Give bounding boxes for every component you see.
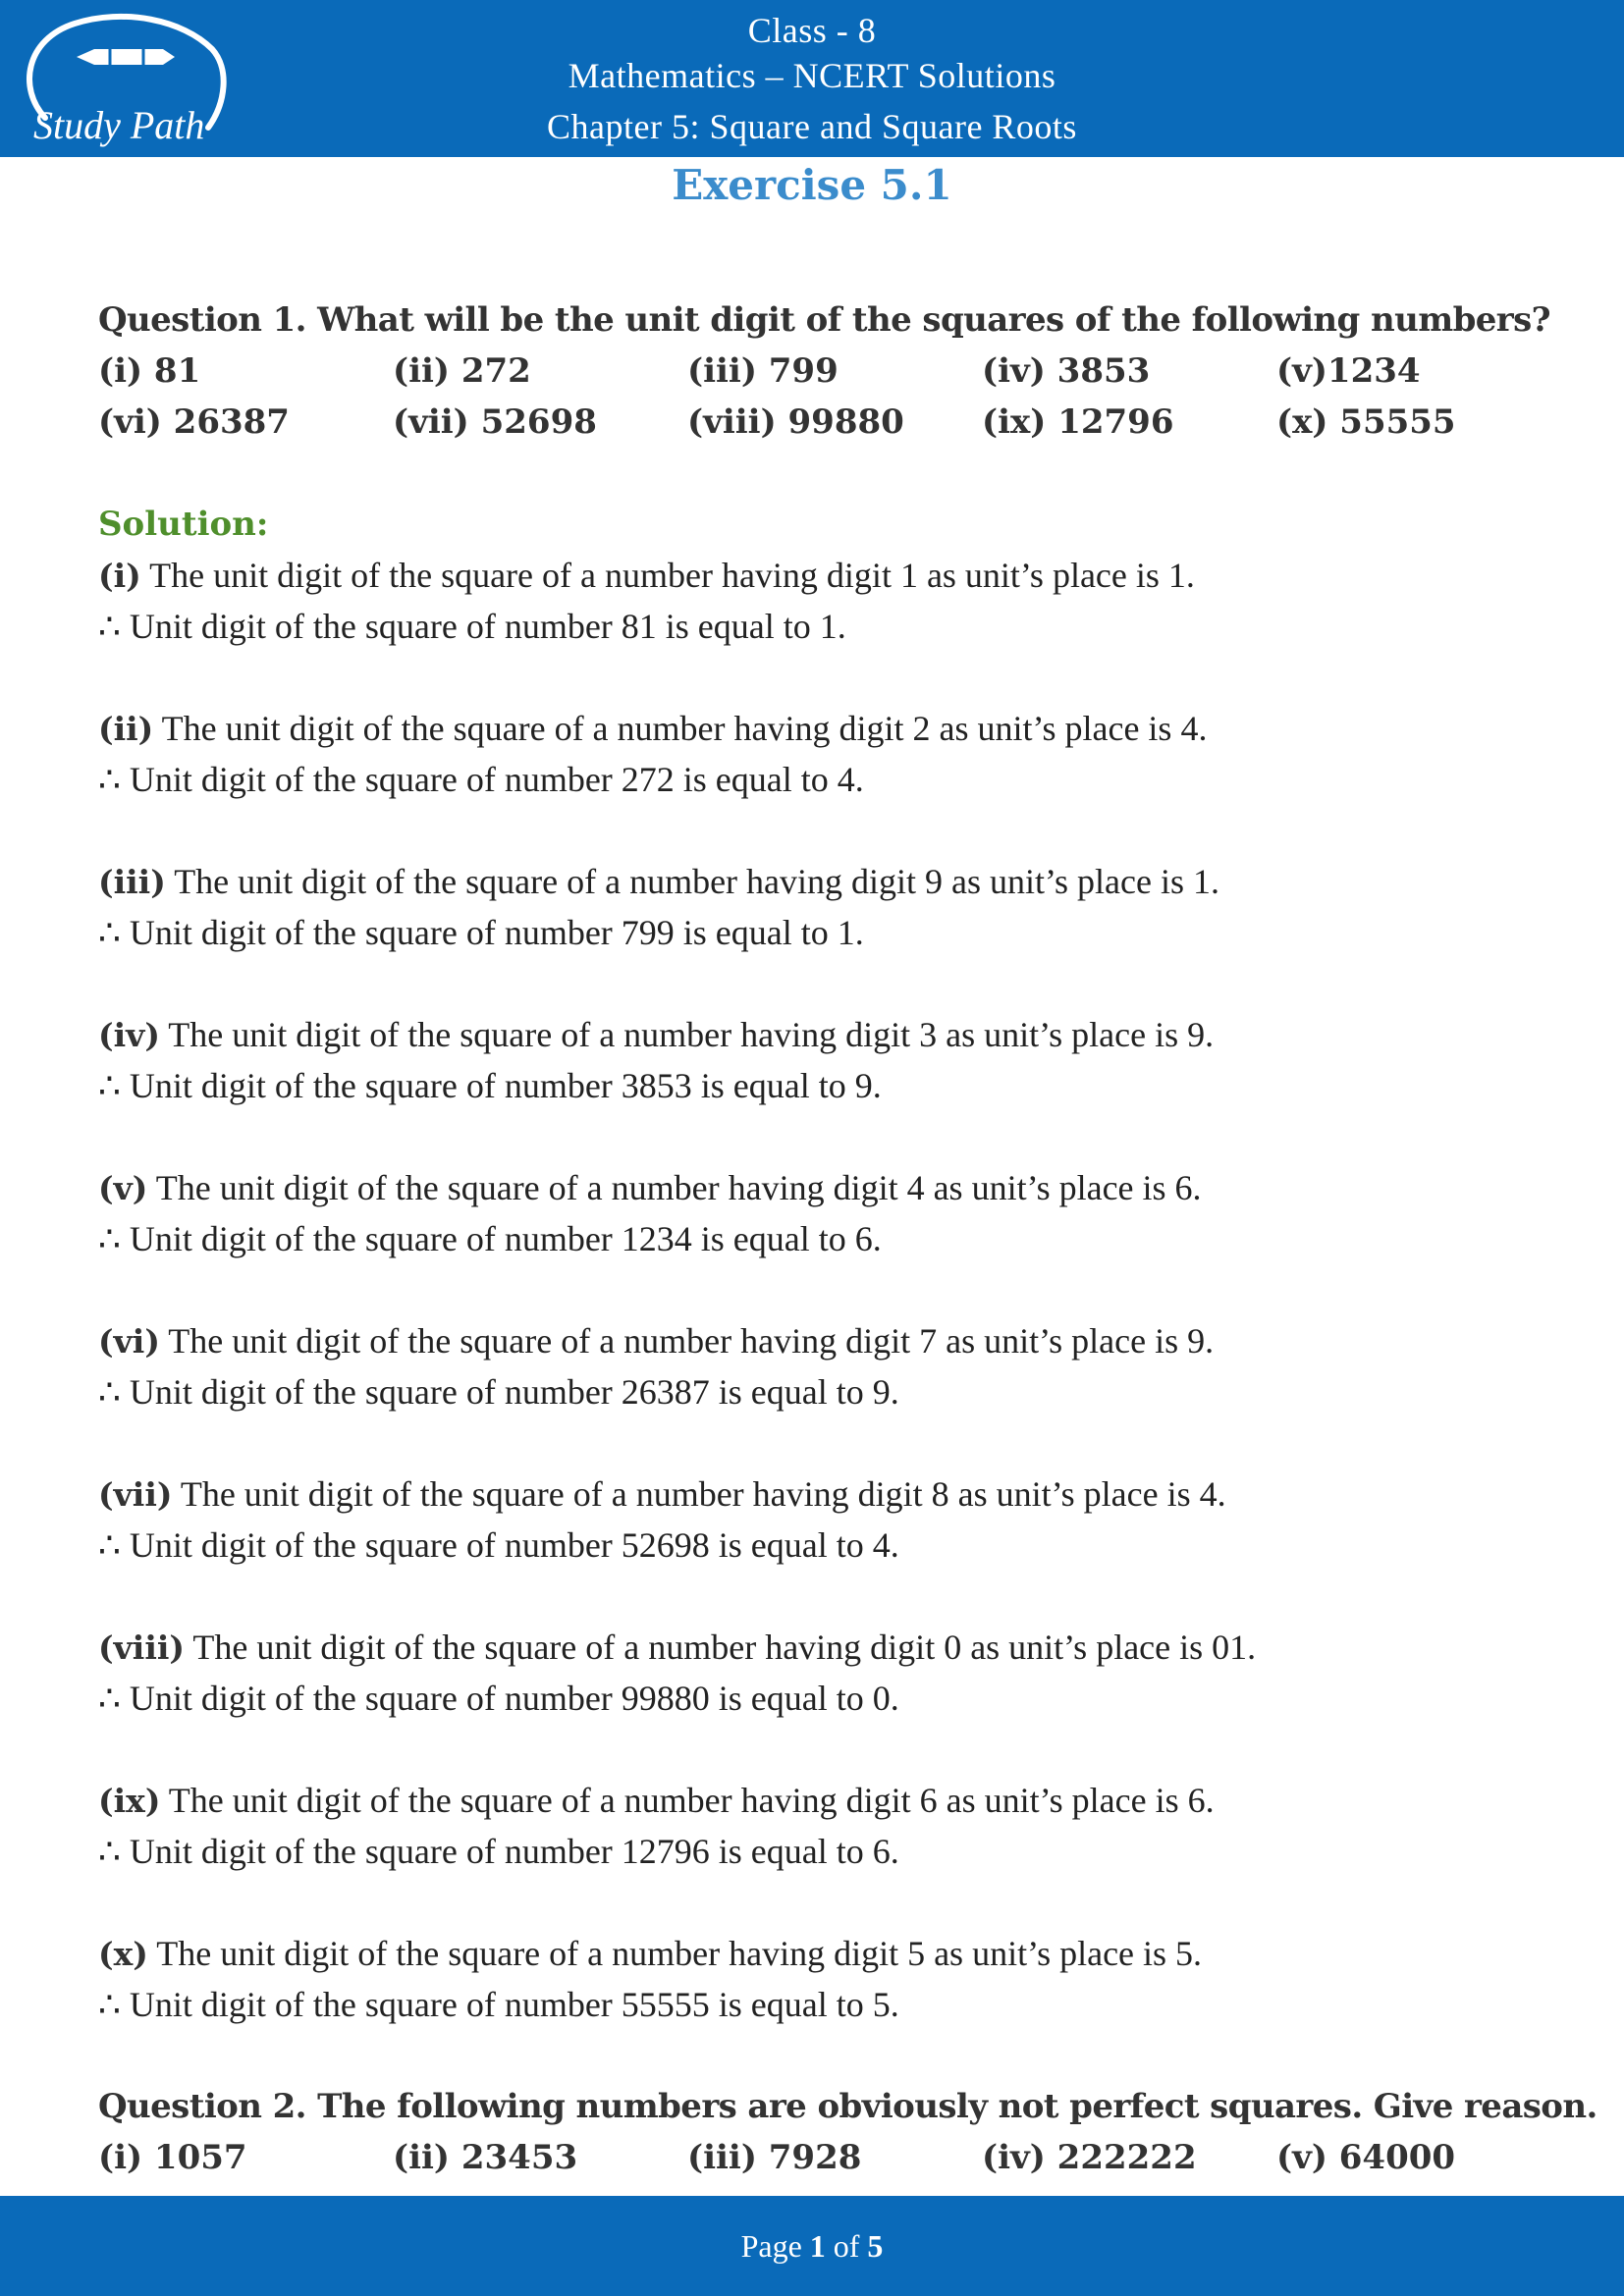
solution-tag: (i) <box>98 557 141 595</box>
page-header <box>0 0 1624 157</box>
solution-tag: (iv) <box>98 1016 160 1054</box>
solution-item <box>98 1928 1532 2030</box>
of-word: of <box>825 2228 868 2264</box>
exercise-title: Exercise 5.1 <box>672 161 952 209</box>
option: (v) 64000 <box>1276 2138 1456 2177</box>
option: (ii) 272 <box>393 351 531 391</box>
page-content <box>98 294 1597 2183</box>
solution-conclusion: ∴ Unit digit of the square of number 799 is equal to 1. <box>98 913 864 952</box>
option: (ii) 23453 <box>393 2138 578 2177</box>
solution-tag: (vi) <box>98 1322 160 1361</box>
solution-statement: The unit digit of the square of a number having digit 7 as unit’s place is 9. <box>159 1321 1215 1361</box>
question-2-title: Question 2. The following numbers are obviously not perfect squares. Give reason. <box>98 2087 1597 2126</box>
page-footer <box>0 2196 1624 2296</box>
question-1-options-row-1 <box>98 346 1532 397</box>
question-2-options-row <box>98 2132 1532 2183</box>
option: (i) 81 <box>98 351 201 391</box>
solution-item <box>98 1009 1532 1111</box>
solution-conclusion: ∴ Unit digit of the square of number 1234 is equal to 6. <box>98 1219 882 1258</box>
solution-statement: The unit digit of the square of a number having digit 6 as unit’s place is 6. <box>160 1781 1215 1820</box>
question-1-title: Question 1. What will be the unit digit of the squares of the following numbers? <box>98 300 1550 340</box>
solution-conclusion: ∴ Unit digit of the square of number 3853 is equal to 9. <box>98 1066 882 1105</box>
solution-item <box>98 703 1532 805</box>
solution-statement: The unit digit of the square of a number having digit 2 as unit’s place is 4. <box>153 709 1208 748</box>
solution-label: Solution: <box>98 505 269 544</box>
option: (viii) 99880 <box>687 402 904 442</box>
chapter-label: Chapter 5: Square and Square Roots <box>547 107 1077 146</box>
question-1-options-row-2 <box>98 397 1532 448</box>
option: (iv) 3853 <box>982 351 1151 391</box>
option: (ix) 12796 <box>982 402 1174 442</box>
solution-item <box>98 1162 1532 1264</box>
solution-tag: (v) <box>98 1169 148 1207</box>
option: (iii) 799 <box>687 351 839 391</box>
solution-statement: The unit digit of the square of a number having digit 9 as unit’s place is 1. <box>165 862 1219 901</box>
option: (x) 55555 <box>1276 402 1456 442</box>
solution-item <box>98 1775 1532 1877</box>
solution-tag: (viii) <box>98 1629 186 1667</box>
solution-conclusion: ∴ Unit digit of the square of number 55555 is equal to 5. <box>98 1985 899 2024</box>
solution-conclusion: ∴ Unit digit of the square of number 12796 is equal to 6. <box>98 1832 899 1871</box>
solution-conclusion: ∴ Unit digit of the square of number 81 is equal to 1. <box>98 607 846 646</box>
page-word: Page <box>740 2228 810 2264</box>
solution-tag: (ix) <box>98 1782 161 1820</box>
solution-conclusion: ∴ Unit digit of the square of number 272 is equal to 4. <box>98 760 864 799</box>
current-page-number: 1 <box>809 2228 826 2264</box>
logo-text: Study Path <box>33 103 205 147</box>
solution-statement: The unit digit of the square of a number having digit 0 as unit’s place is 01. <box>185 1628 1257 1667</box>
solution-conclusion: ∴ Unit digit of the square of number 26387 is equal to 9. <box>98 1372 899 1412</box>
solution-conclusion: ∴ Unit digit of the square of number 99880 is equal to 0. <box>98 1679 899 1718</box>
class-label: Class - 8 <box>747 11 877 50</box>
solution-item <box>98 856 1532 958</box>
solution-tag: (ii) <box>98 710 154 748</box>
option: (vi) 26387 <box>98 402 290 442</box>
solution-tag: (iii) <box>98 863 166 901</box>
option: (i) 1057 <box>98 2138 247 2177</box>
solution-statement: The unit digit of the square of a number having digit 5 as unit’s place is 5. <box>147 1934 1203 1973</box>
solution-statement: The unit digit of the square of a number having digit 3 as unit’s place is 9. <box>159 1015 1215 1054</box>
solution-item <box>98 1468 1532 1571</box>
solution-statement: The unit digit of the square of a number having digit 1 as unit’s place is 1. <box>140 556 1195 595</box>
option: (iv) 222222 <box>982 2138 1197 2177</box>
solution-item <box>98 550 1532 652</box>
solution-statement: The unit digit of the square of a number having digit 8 as unit’s place is 4. <box>172 1474 1226 1514</box>
option: (iii) 7928 <box>687 2138 862 2177</box>
option: (v)1234 <box>1276 351 1421 391</box>
solution-statement: The unit digit of the square of a number having digit 4 as unit’s place is 6. <box>147 1168 1202 1207</box>
option: (vii) 52698 <box>393 402 597 442</box>
total-pages-number: 5 <box>867 2228 884 2264</box>
solution-conclusion: ∴ Unit digit of the square of number 52698 is equal to 4. <box>98 1525 899 1565</box>
solution-item <box>98 1622 1532 1724</box>
solution-tag: (vii) <box>98 1475 173 1514</box>
solution-item <box>98 1315 1532 1417</box>
solution-tag: (x) <box>98 1935 148 1973</box>
subject-label: Mathematics – NCERT Solutions <box>568 56 1056 95</box>
